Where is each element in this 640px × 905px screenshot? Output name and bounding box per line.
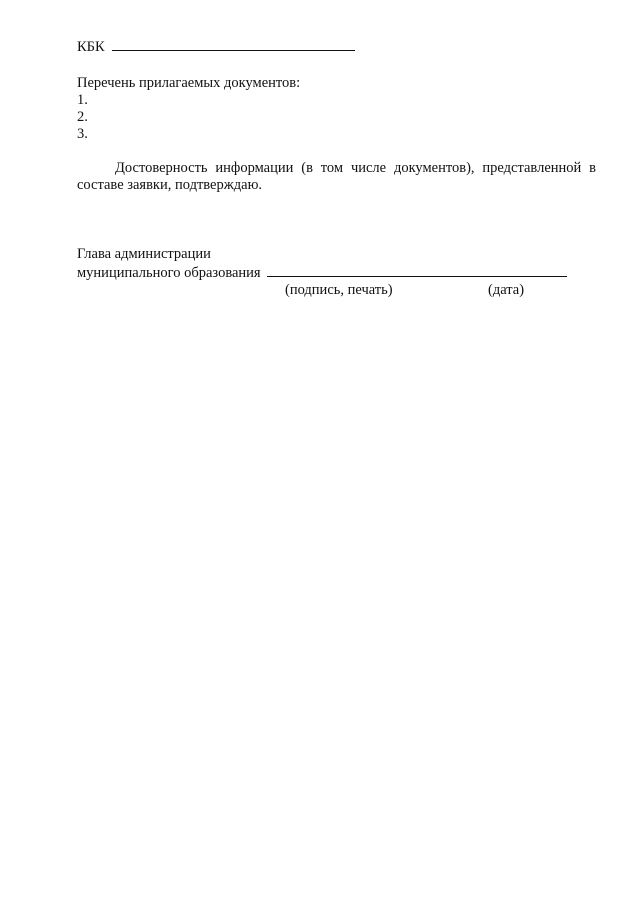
confirmation-paragraph — [77, 160, 596, 194]
documents-item-3: 3. — [77, 126, 88, 142]
signature-caption: (подпись, печать) — [285, 282, 393, 298]
kbk-row — [77, 37, 355, 56]
date-caption: (дата) — [488, 282, 525, 298]
kbk-blank-line — [112, 37, 355, 51]
signature-title-line2: муниципального образования — [77, 265, 261, 281]
signature-row — [77, 263, 567, 282]
confirmation-text: Достоверность информации (в том числе документов), представленной в составе заявки, подтверждаю. — [77, 160, 596, 193]
documents-heading: Перечень прилагаемых документов: — [77, 75, 301, 91]
kbk-label: КБК — [77, 39, 105, 55]
signature-blank-line — [267, 263, 567, 277]
documents-item-2: 2. — [77, 109, 88, 125]
documents-item-1: 1. — [77, 92, 88, 108]
signature-title-line1: Глава администрации — [77, 246, 211, 262]
